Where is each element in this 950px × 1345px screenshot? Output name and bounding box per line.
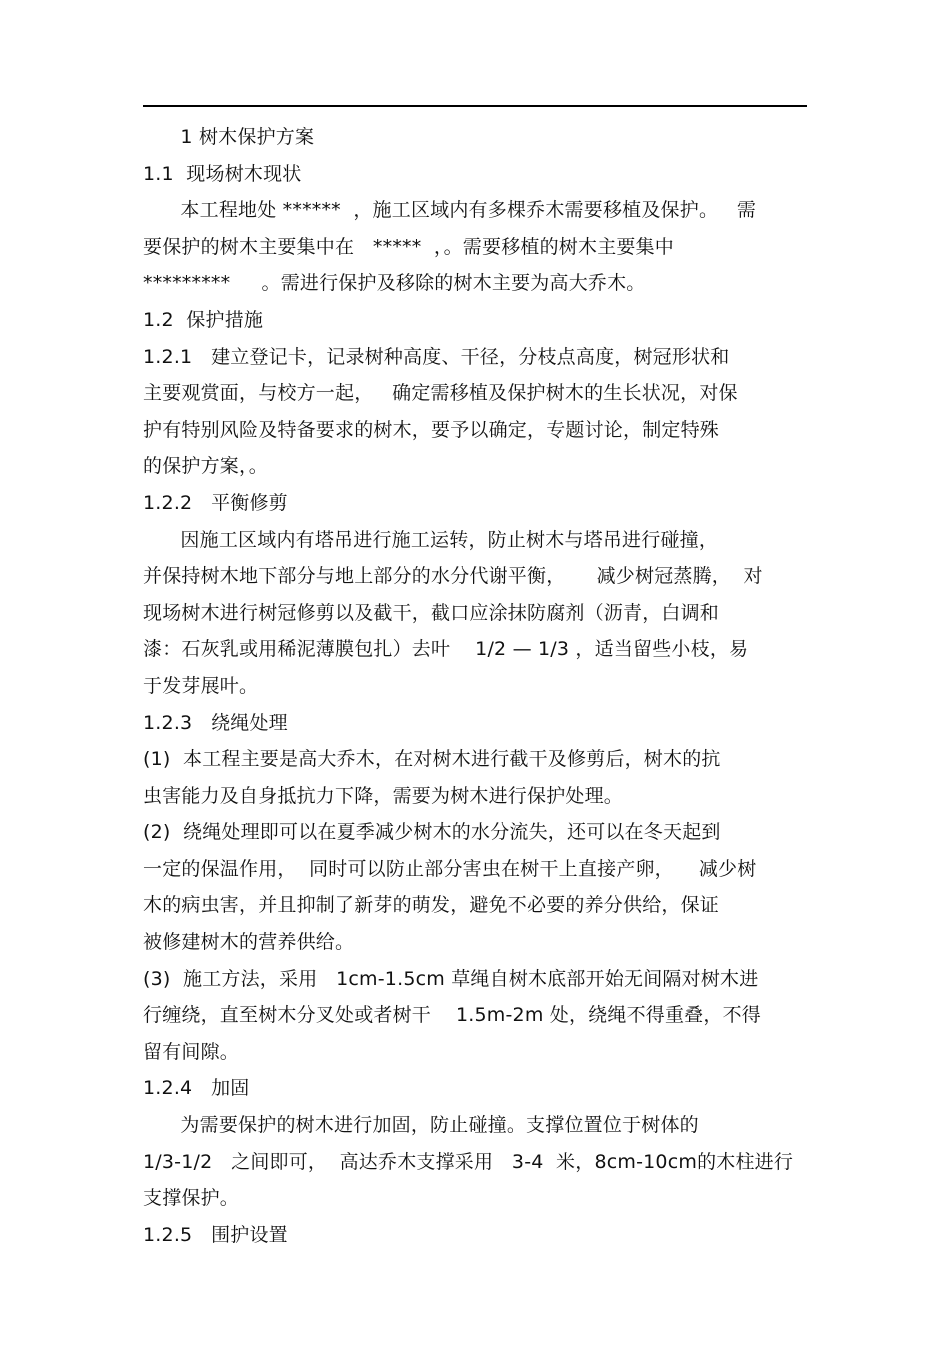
document-body bbox=[143, 119, 807, 1253]
heading-1-1: 1.1 现场树木现状 bbox=[143, 162, 302, 185]
heading-1-2-2: 1.2.2 平衡修剪 bbox=[143, 491, 288, 514]
paragraph-line: 为需要保护的树木进行加固，防止碰撞。支撑位置位于树体的 bbox=[143, 1114, 699, 1137]
paragraph-line: 护有特别风险及特备要求的树木，要予以确定，专题讨论，制定特殊 bbox=[143, 418, 720, 441]
heading-1-2-4: 1.2.4 加固 bbox=[143, 1077, 250, 1100]
paragraph-line: 支撑保护。 bbox=[143, 1187, 240, 1210]
header-rule bbox=[143, 105, 807, 107]
paragraph-line: 1.2.1 建立登记卡，记录树种高度、干径，分枝点高度，树冠形状和 bbox=[143, 345, 730, 368]
paragraph-line: (2) 绕绳处理即可以在夏季减少树木的水分流失，还可以在冬天起到 bbox=[143, 821, 721, 844]
paragraph-line: 1/3-1/2 之间即可， 高达乔木支撑采用 3-4 米，8cm-10cm的木柱进行 bbox=[143, 1150, 794, 1173]
paragraph-line: 主要观赏面，与校方一起， 确定需移植及保护树木的生长状况，对保 bbox=[143, 382, 738, 405]
heading-1-2-5: 1.2.5 围护设置 bbox=[143, 1223, 288, 1246]
paragraph-line: 要保护的树木主要集中在 ***** ，。需要移植的树木主要集中 bbox=[143, 235, 674, 258]
paragraph-line: 并保持树木地下部分与地上部分的水分代谢平衡， 减少树冠蒸腾， 对 bbox=[143, 565, 763, 588]
paragraph-line: 现场树木进行树冠修剪以及截干，截口应涂抹防腐剂（沥青，白调和 bbox=[143, 601, 720, 624]
paragraph-line: 木的病虫害，并且抑制了新芽的萌发，避免不必要的养分供给，保证 bbox=[143, 894, 720, 917]
paragraph-line: ********* 。需进行保护及移除的树木主要为高大乔木。 bbox=[143, 272, 646, 295]
paragraph-line: 漆：石灰乳或用稀泥薄膜包扎）去叶 1/2 — 1/3 ，适当留些小枝，易 bbox=[143, 638, 749, 661]
paragraph-line: (3) 施工方法，采用 1cm-1.5cm 草绳自树木底部开始无间隔对树木进 bbox=[143, 967, 759, 990]
section-title: 1 树木保护方案 bbox=[143, 126, 315, 148]
paragraph-line: 一定的保温作用， 同时可以防止部分害虫在树干上直接产卵， 减少树 bbox=[143, 857, 757, 880]
paragraph-line: 于发芽展叶。 bbox=[143, 674, 259, 697]
paragraph-line: 虫害能力及自身抵抗力下降，需要为树木进行保护处理。 bbox=[143, 784, 624, 807]
heading-1-2: 1.2 保护措施 bbox=[143, 308, 264, 331]
paragraph-line: 行缠绕，直至树木分叉处或者树干 1.5m-2m 处，绕绳不得重叠，不得 bbox=[143, 1004, 761, 1027]
paragraph-line: 留有间隙。 bbox=[143, 1040, 240, 1063]
paragraph-line: 本工程地处 ****** ，施工区域内有多棵乔木需要移植及保护。 需 bbox=[143, 199, 757, 222]
paragraph-line: (1) 本工程主要是高大乔木，在对树木进行截干及修剪后，树木的抗 bbox=[143, 748, 721, 771]
heading-1-2-3: 1.2.3 绕绳处理 bbox=[143, 711, 288, 734]
paragraph-line: 的保护方案，。 bbox=[143, 455, 268, 478]
paragraph-line: 被修建树木的营养供给。 bbox=[143, 931, 355, 954]
paragraph-line: 因施工区域内有塔吊进行施工运转，防止树木与塔吊进行碰撞， bbox=[143, 528, 719, 551]
